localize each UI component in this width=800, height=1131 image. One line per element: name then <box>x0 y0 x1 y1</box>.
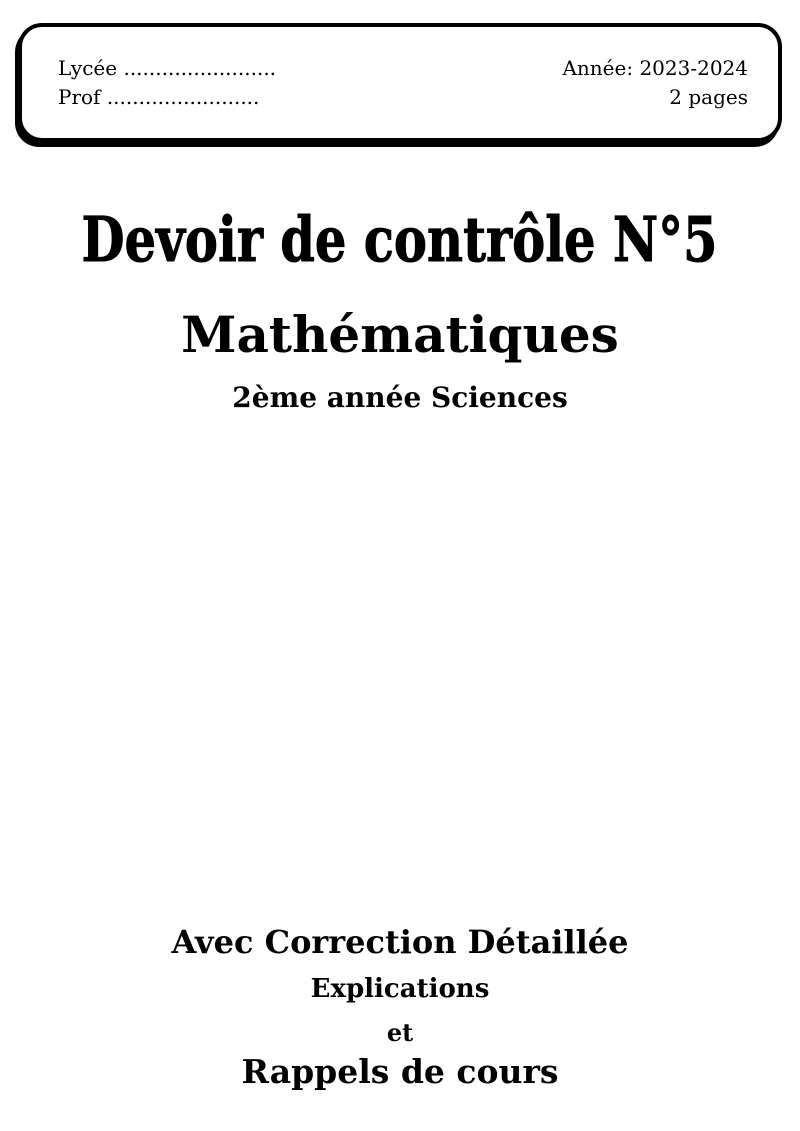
footer-rappels-line: Rappels de cours <box>241 1052 559 1091</box>
subject-title: Mathématiques <box>181 305 619 364</box>
header-box <box>18 23 782 142</box>
footer-explications-line: Explications <box>310 974 490 1004</box>
annee-line: Année: 2023-2024 <box>562 56 748 80</box>
prof-line: Prof ........................ <box>58 85 260 109</box>
footer-et-line: et <box>386 1018 414 1047</box>
footer-correction-line: Avec Correction Détaillée <box>171 923 629 961</box>
grade-level: 2ème année Sciences <box>232 381 568 414</box>
header-left-column <box>58 54 276 112</box>
exam-title-text: Devoir de contrôle N°5 <box>81 203 718 276</box>
header-right-column <box>562 54 748 112</box>
exam-title <box>0 200 800 280</box>
pages-line: 2 pages <box>669 85 748 109</box>
lycee-line: Lycée ........................ <box>58 56 277 80</box>
